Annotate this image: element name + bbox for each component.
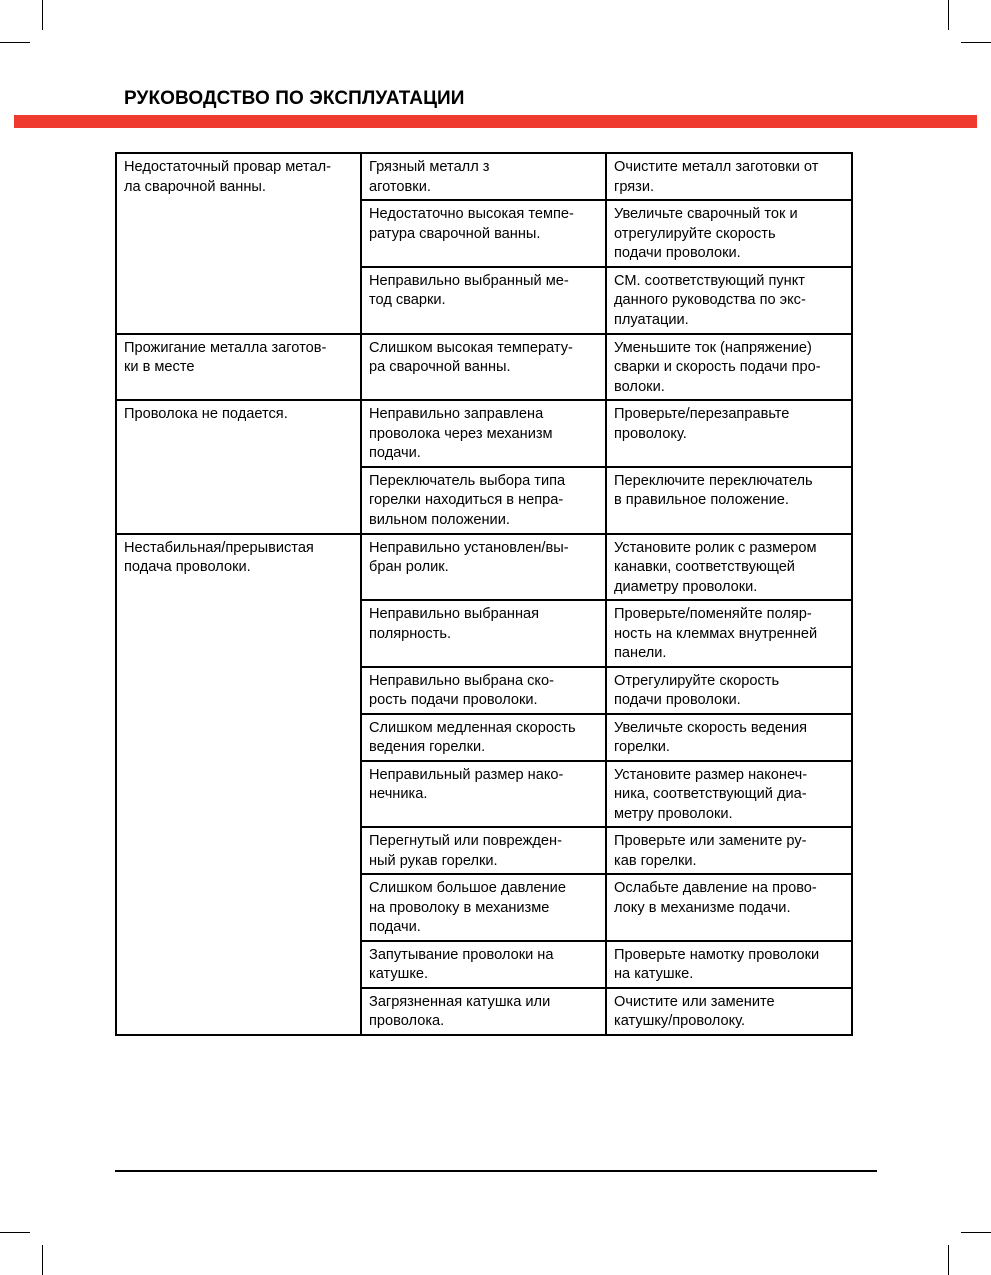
solution-cell: Проверьте или замените ру- кав горелки. (606, 827, 852, 874)
solution-cell: Увеличьте сварочный ток и отрегулируйте скорость подачи проволоки. (606, 200, 852, 267)
solution-cell: Ослабьте давление на прово- локу в механизме подачи. (606, 874, 852, 941)
solution-cell: Переключите переключатель в правильное положение. (606, 467, 852, 534)
crop-mark (961, 42, 991, 43)
crop-mark (961, 1232, 991, 1233)
cause-cell: Неправильно выбранная полярность. (361, 600, 606, 667)
cause-cell: Неправильно установлен/вы- бран ролик. (361, 534, 606, 601)
crop-mark (948, 0, 949, 30)
cause-cell: Перегнутый или поврежден- ный рукав горелки. (361, 827, 606, 874)
cause-cell: Неправильно выбранный ме- тод сварки. (361, 267, 606, 334)
solution-cell: Установите ролик с размером канавки, соответствующей диаметру проволоки. (606, 534, 852, 601)
crop-mark (948, 1245, 949, 1275)
solution-cell: Очистите металл заготовки от грязи. (606, 153, 852, 200)
cause-cell: Переключатель выбора типа горелки находиться в непра- вильном положении. (361, 467, 606, 534)
cause-cell: Неправильный размер нако- нечника. (361, 761, 606, 828)
cause-cell: Слишком большое давление на проволоку в механизме подачи. (361, 874, 606, 941)
troubleshooting-table (115, 152, 853, 1036)
solution-cell: Проверьте намотку проволоки на катушке. (606, 941, 852, 988)
cause-cell: Слишком медленная скорость ведения горелки. (361, 714, 606, 761)
solution-cell: Очистите или замените катушку/проволоку. (606, 988, 852, 1035)
cause-cell: Слишком высокая температу- ра сварочной ванны. (361, 334, 606, 401)
table-row (116, 334, 852, 401)
crop-mark (0, 42, 30, 43)
solution-cell: Отрегулируйте скорость подачи проволоки. (606, 667, 852, 714)
table-body (116, 153, 852, 1035)
problem-cell: Проволока не подается. (116, 400, 361, 534)
table-row (116, 153, 852, 200)
table-row (116, 534, 852, 601)
header-red-bar (14, 115, 977, 128)
solution-cell: Установите размер наконеч- ника, соответствующий диа- метру проволоки. (606, 761, 852, 828)
page-title: РУКОВОДСТВО ПО ЭКСПЛУАТАЦИИ (124, 88, 465, 109)
problem-cell: Нестабильная/прерывистая подача проволоки. (116, 534, 361, 1035)
cause-cell: Загрязненная катушка или проволока. (361, 988, 606, 1035)
cause-cell: Запутывание проволоки на катушке. (361, 941, 606, 988)
solution-cell: СМ. соответствующий пункт данного руководства по экс- плуатации. (606, 267, 852, 334)
problem-cell: Прожигание металла заготов- ки в месте (116, 334, 361, 401)
cause-cell: Неправильно заправлена проволока через механизм подачи. (361, 400, 606, 467)
solution-cell: Уменьшите ток (напряжение) сварки и скорость подачи про- волоки. (606, 334, 852, 401)
crop-mark (0, 1232, 30, 1233)
crop-mark (42, 0, 43, 30)
cause-cell: Неправильно выбрана ско- рость подачи проволоки. (361, 667, 606, 714)
cause-cell: Грязный металл з аготовки. (361, 153, 606, 200)
solution-cell: Проверьте/поменяйте поляр- ность на клеммах внутренней панели. (606, 600, 852, 667)
solution-cell: Увеличьте скорость ведения горелки. (606, 714, 852, 761)
footer-rule (115, 1170, 877, 1172)
crop-mark (42, 1245, 43, 1275)
problem-cell: Недостаточный провар метал- ла сварочной ванны. (116, 153, 361, 334)
solution-cell: Проверьте/перезаправьте проволоку. (606, 400, 852, 467)
table-row (116, 400, 852, 467)
cause-cell: Недостаточно высокая темпе- ратура сварочной ванны. (361, 200, 606, 267)
